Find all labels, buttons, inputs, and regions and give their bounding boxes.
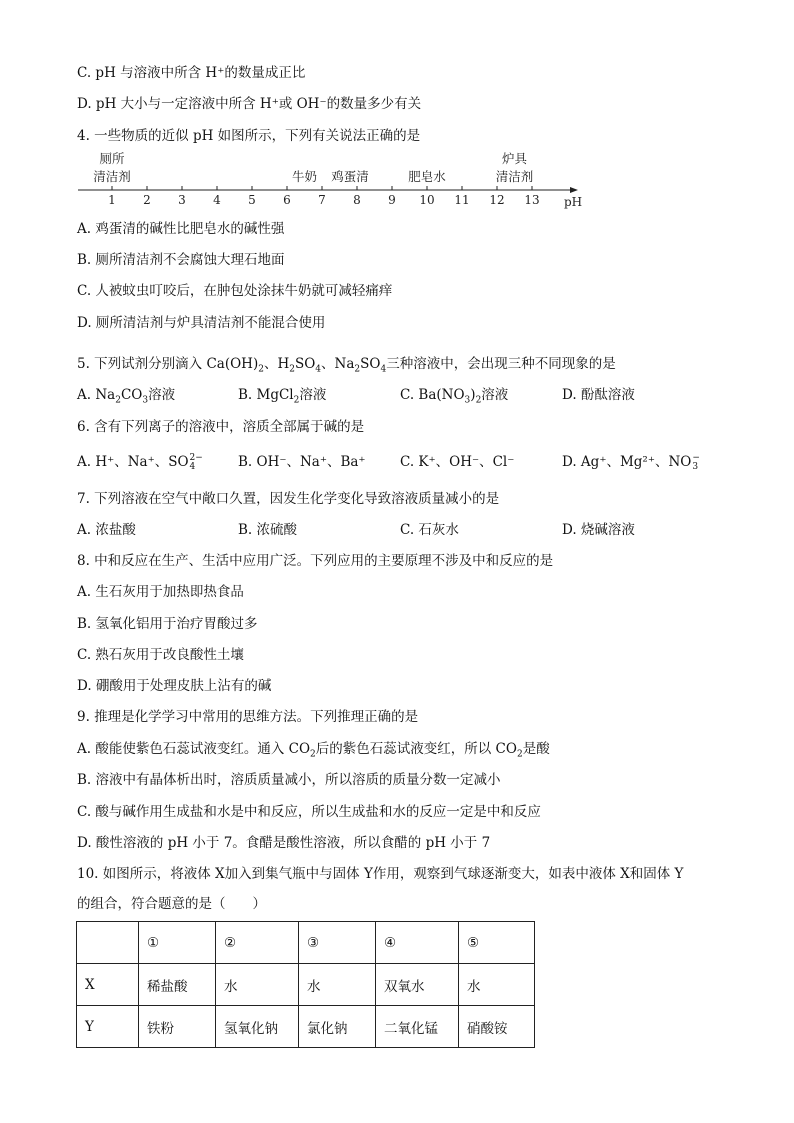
- q10-stem-line1: 10. 如图所示，将液体 X加入到集气瓶中与固体 Y作用，观察到气球逐渐变大，如表中液体 X和固体 Y: [77, 866, 684, 882]
- ph-tick-label: 2: [143, 193, 151, 207]
- q5-option-b: [238, 386, 326, 404]
- option-text: 是酸: [522, 741, 550, 757]
- q3-option-d: D. pH 大小与一定溶液中所含 H⁺或 OH⁻的数量多少有关: [77, 96, 422, 112]
- ph-substance-label: 清洁剂: [495, 169, 534, 184]
- q8-option-d: D. 硼酸用于处理皮肤上沾有的碱: [77, 678, 272, 694]
- q8-option-a: A. 生石灰用于加热即热食品: [77, 584, 244, 600]
- option-text: D. Ag⁺、Mg²⁺、NO: [562, 454, 692, 470]
- q6-option-c: C. K⁺、OH⁻、Cl⁻: [400, 454, 515, 470]
- subscript: 2: [475, 395, 482, 406]
- q6-option-a: [77, 453, 203, 472]
- q4-option-c: C. 人被蚊虫叮咬后，在肿包处涂抹牛奶就可减轻痛痒: [77, 283, 393, 299]
- table-cell: 水: [216, 964, 299, 1006]
- ph-tick-label: 11: [454, 193, 470, 207]
- q3-option-c: C. pH 与溶液中所含 H⁺的数量成正比: [77, 65, 306, 81]
- q6-stem: 6. 含有下列离子的溶液中，溶质全部属于碱的是: [77, 419, 365, 435]
- option-text: ): [470, 387, 476, 403]
- subscript: 2: [293, 395, 300, 406]
- q6-option-d: [562, 453, 700, 472]
- q5-text: SO: [360, 356, 381, 372]
- table-cell: 双氧水: [376, 964, 459, 1006]
- ph-substance-label: 鸡蛋清: [331, 169, 369, 184]
- q4-option-a: A. 鸡蛋清的碱性比肥皂水的碱性强: [77, 221, 285, 237]
- superscript: 2−: [189, 452, 203, 463]
- q9-stem: 9. 推理是化学学习中常用的思维方法。下列推理正确的是: [77, 709, 419, 725]
- q7-option-a: A. 浓盐酸: [77, 522, 136, 538]
- q5-text: 、Na: [321, 356, 355, 372]
- subscript: 4: [380, 364, 387, 375]
- table-cell: X: [77, 964, 139, 1006]
- table-cell: 硝酸铵: [459, 1006, 535, 1048]
- option-text: A. H⁺、Na⁺、SO: [77, 454, 189, 470]
- option-text: 溶液: [481, 387, 509, 403]
- table-cell: Y: [77, 1006, 139, 1048]
- option-text: B. MgCl: [238, 387, 294, 403]
- q7-option-b: B. 浓硫酸: [238, 522, 298, 538]
- ion-charge: [190, 454, 203, 472]
- q9-option-d: D. 酸性溶液的 pH 小于 7。食醋是酸性溶液，所以食醋的 pH 小于 7: [77, 835, 491, 851]
- q5-text: 三种溶液中，会出现三种不同现象的是: [386, 356, 616, 372]
- table-cell: 稀盐酸: [139, 964, 216, 1006]
- q5-option-d: D. 酚酞溶液: [562, 387, 635, 403]
- table-cell: 水: [299, 964, 376, 1006]
- q5-text: 、H: [263, 356, 290, 372]
- ph-tick-label: 7: [318, 193, 326, 207]
- q9-option-c: C. 酸与碱作用生成盐和水是中和反应，所以生成盐和水的反应一定是中和反应: [77, 804, 541, 820]
- ph-tick-label: 9: [388, 193, 396, 207]
- table-cell: ④: [376, 922, 459, 964]
- ph-substance-label: 牛奶: [291, 169, 318, 184]
- subscript: 4: [315, 364, 322, 375]
- table-header-row: [77, 922, 535, 964]
- q5-text: SO: [294, 356, 316, 372]
- option-text: A. 酸能使紫色石蕊试液变红。通入 CO: [77, 741, 311, 757]
- q8-option-b: B. 氢氧化铝用于治疗胃酸过多: [77, 616, 258, 632]
- ph-tick-label: 12: [489, 193, 505, 207]
- table-cell: ⑤: [459, 922, 535, 964]
- option-text: 溶液: [299, 387, 327, 403]
- subscript: 2: [354, 364, 361, 375]
- q7-stem: 7. 下列溶液在空气中敞口久置，因发生化学变化导致溶液质量减小的是: [77, 491, 500, 507]
- subscript: 2: [310, 749, 316, 760]
- q9-option-b: B. 溶液中有晶体析出时，溶质质量减小，所以溶质的质量分数一定减小: [77, 772, 501, 788]
- ph-tick-label: 6: [283, 193, 291, 207]
- option-text: 溶液: [148, 387, 176, 403]
- ph-tick-label: 5: [248, 193, 256, 207]
- table-cell: 铁粉: [139, 1006, 216, 1048]
- table-cell: ②: [216, 922, 299, 964]
- q5-option-a: [77, 386, 175, 404]
- option-text: A. Na: [77, 387, 116, 403]
- q8-option-c: C. 熟石灰用于改良酸性土壤: [77, 647, 244, 663]
- table-cell: [77, 922, 139, 964]
- subscript: 2: [258, 364, 264, 375]
- subscript: 2: [516, 749, 523, 760]
- subscript: 4: [189, 461, 196, 472]
- table-row: [77, 964, 535, 1006]
- q9-option-a: [77, 740, 550, 758]
- ph-tick-label: 3: [178, 193, 186, 207]
- q7-option-d: D. 烧碱溶液: [562, 522, 635, 538]
- option-text: 后的紫色石蕊试液变红，所以 CO: [315, 741, 517, 757]
- ph-axis-label: pH: [564, 195, 583, 209]
- ph-substance-label: 炉具: [501, 151, 528, 166]
- table-cell: 氢氧化钠: [216, 1006, 299, 1048]
- ph-tick-label: 10: [419, 193, 435, 207]
- table-cell: ①: [139, 922, 216, 964]
- q4-option-b: B. 厕所清洁剂不会腐蚀大理石地面: [77, 252, 285, 268]
- ph-tick-label: 4: [213, 193, 221, 207]
- ph-substance-label: 肥皂水: [408, 169, 446, 184]
- q5-stem: [77, 355, 616, 373]
- q10-stem-line2: 的组合，符合题意的是（ ）: [77, 896, 266, 912]
- subscript: 3: [692, 461, 699, 472]
- ph-tick-label: 8: [353, 193, 361, 207]
- table-cell: ③: [299, 922, 376, 964]
- q6-option-b: B. OH⁻、Na⁺、Ba⁺: [238, 454, 366, 470]
- subscript: 3: [142, 395, 149, 406]
- q4-option-d: D. 厕所清洁剂与炉具清洁剂不能混合使用: [77, 315, 326, 331]
- ph-tick-label: 1: [108, 193, 116, 207]
- superscript: −: [692, 452, 700, 463]
- subscript: 3: [464, 395, 471, 406]
- table-cell: 水: [459, 964, 535, 1006]
- table-row: [77, 1006, 535, 1048]
- table-cell: 氯化钠: [299, 1006, 376, 1048]
- q7-option-c: C. 石灰水: [400, 522, 459, 538]
- option-text: C. Ba(NO: [400, 387, 465, 403]
- ion-charge: [692, 454, 700, 472]
- ph-substance-label: 厕所: [99, 151, 125, 166]
- q4-stem: 4. 一些物质的近似 pH 如图所示，下列有关说法正确的是: [77, 128, 421, 144]
- subscript: 2: [115, 395, 121, 406]
- q5-option-c: [400, 386, 508, 404]
- xy-combination-table: [76, 921, 535, 1048]
- ph-substance-label: 清洁剂: [93, 169, 131, 184]
- table-cell: 二氧化锰: [376, 1006, 459, 1048]
- q5-text: 5. 下列试剂分别滴入 Ca(OH): [77, 356, 259, 372]
- option-text: CO: [120, 387, 143, 403]
- ph-tick-label: 13: [524, 193, 540, 207]
- ph-scale-figure: [70, 148, 590, 213]
- ph-axis-arrow: [570, 187, 578, 193]
- q8-stem: 8. 中和反应在生产、生活中应用广泛。下列应用的主要原理不涉及中和反应的是: [77, 553, 554, 569]
- subscript: 2: [289, 364, 295, 375]
